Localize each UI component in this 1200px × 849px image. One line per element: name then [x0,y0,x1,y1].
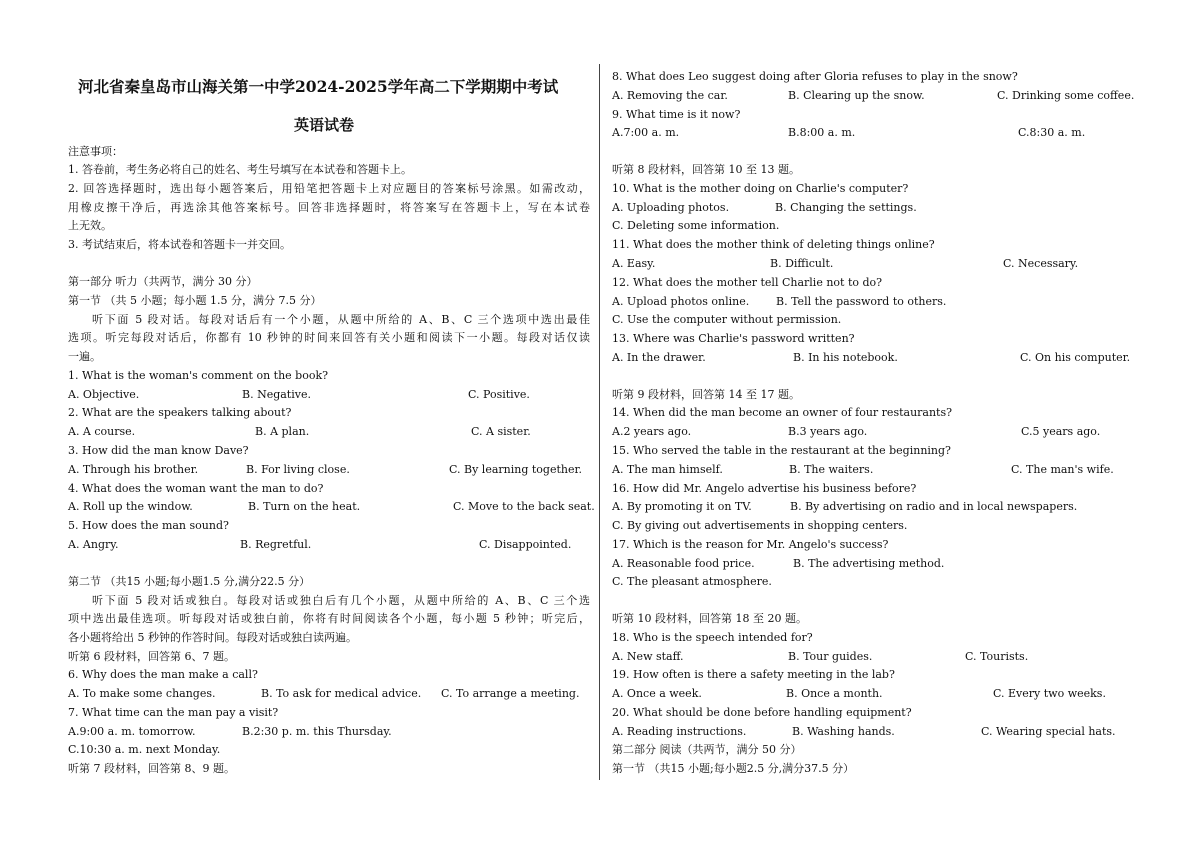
option: C. A sister. [471,425,531,438]
question-3: 3. How did the man know Dave? [68,444,249,457]
notice-heading: 注意事项： [68,145,123,158]
section2-instructions: 项中选出最佳选项。听每段对话或独白前，你将有时间阅读各个小题，每小题 5 秒钟；听完后， [68,612,590,625]
option: A. By promoting it on TV. [612,500,752,513]
option: A. Reading instructions. [612,725,747,738]
material-heading: 听第 7 段材料，回答第 8、9 题。 [68,762,235,775]
option: A. A course. [68,425,136,438]
option: C. Deleting some information. [612,219,780,232]
option: A. Angry. [68,538,119,551]
option: C. Wearing special hats. [981,725,1116,738]
section2-instructions: 各小题将给出 5 秒钟的作答时间。每段对话或独白读两遍。 [68,631,357,644]
option: C. Positive. [468,388,530,401]
option: C. To arrange a meeting. [441,687,580,700]
section2-instructions: 听下面 5 段对话或独白。每段对话或独白后有几个小题，从题中所给的 A、B、C 三个选 [92,594,590,607]
notice-line: 上无效。 [68,219,112,232]
question-17: 17. Which is the reason for Mr. Angelo's success? [612,538,889,551]
question-4: 4. What does the woman want the man to do? [68,482,324,495]
option: C. Move to the back seat. [453,500,595,513]
material-heading: 听第 6 段材料，回答第 6、7 题。 [68,650,235,663]
question-20: 20. What should be done before handling equipment? [612,706,912,719]
option: C. The pleasant atmosphere. [612,575,772,588]
option: C.5 years ago. [1021,425,1101,438]
notice-line: 2. 回答选择题时，选出每小题答案后，用铅笔把答题卡上对应题目的答案标号涂黑。如需改动， [68,182,590,195]
question-6: 6. Why does the man make a call? [68,668,258,681]
option: A. Objective. [68,388,140,401]
question-2: 2. What are the speakers talking about? [68,406,292,419]
option: B. Difficult. [770,257,834,270]
option: B. A plan. [255,425,310,438]
question-19: 19. How often is there a safety meeting in the lab? [612,668,895,681]
question-15: 15. Who served the table in the restaurant at the beginning? [612,444,951,457]
option: C. Disappointed. [479,538,572,551]
section1-instructions: 听下面 5 段对话。每段对话后有一个小题，从题中所给的 A、B、C 三个选项中选出最佳 [92,313,590,326]
option: A. The man himself. [612,463,723,476]
option: A.9:00 a. m. tomorrow. [68,725,196,738]
option: B. Tour guides. [788,650,873,663]
option: A. New staff. [612,650,684,663]
notice-line: 3. 考试结束后，将本试卷和答题卡一并交回。 [68,238,291,251]
question-16: 16. How did Mr. Angelo advertise his business before? [612,482,917,495]
option: B. Turn on the heat. [248,500,361,513]
option: A. To make some changes. [68,687,216,700]
option: B.2:30 p. m. this Thursday. [242,725,392,738]
option: A.7:00 a. m. [612,126,680,139]
option: A. Through his brother. [68,463,199,476]
option: A. In the drawer. [612,351,706,364]
notice-line: 1. 答卷前，考生务必将自己的姓名、考生号填写在本试卷和答题卡上。 [68,163,412,176]
option: B. Regretful. [240,538,312,551]
material-heading: 听第 10 段材料，回答第 18 至 20 题。 [612,612,807,625]
question-18: 18. Who is the speech intended for? [612,631,813,644]
option: C. Necessary. [1003,257,1079,270]
option: A. Upload photos online. [612,295,750,308]
section2-heading: 第二节 （共15 小题;每小题1.5 分,满分22.5 分） [68,575,311,588]
question-8: 8. What does Leo suggest doing after Gloria refuses to play in the snow? [612,70,1018,83]
question-10: 10. What is the mother doing on Charlie's computer? [612,182,909,195]
option: B. Once a month. [786,687,883,700]
option: C. By giving out advertisements in shopping centers. [612,519,908,532]
option: C. Drinking some coffee. [997,89,1135,102]
section1-instructions: 一遍。 [68,350,101,363]
option: A. Roll up the window. [68,500,193,513]
material-heading: 听第 8 段材料，回答第 10 至 13 题。 [612,163,800,176]
option: C.8:30 a. m. [1018,126,1086,139]
option: B. By advertising on radio and in local newspapers. [790,500,1078,513]
option: A. Uploading photos. [612,201,730,214]
option: A. Once a week. [612,687,702,700]
option: A.2 years ago. [612,425,692,438]
question-1: 1. What is the woman's comment on the book? [68,369,329,382]
section1-heading: 第一节 （共 5 小题；每小题 1.5 分，满分 7.5 分） [68,294,322,307]
question-9: 9. What time is it now? [612,108,741,121]
option: B. Clearing up the snow. [788,89,925,102]
notice-line: 用橡皮擦干净后，再选涂其他答案标号。回答非选择题时，将答案写在答题卡上，写在本试卷 [68,201,590,214]
part1-heading: 第一部分 听力（共两节，满分 30 分） [68,275,258,288]
part2-section1-heading: 第一节 （共15 小题;每小题2.5 分,满分37.5 分） [612,762,855,775]
option: C. The man's wife. [1011,463,1114,476]
question-12: 12. What does the mother tell Charlie not to do? [612,276,883,289]
option: B.8:00 a. m. [788,126,856,139]
question-14: 14. When did the man become an owner of four restaurants? [612,406,953,419]
page-subtitle: 英语试卷 [294,116,355,134]
section1-instructions: 选项。听完每段对话后，你都有 10 秒钟的时间来回答有关小题和阅读下一小题。每段对话仅读 [68,331,590,344]
option: C. By learning together. [449,463,583,476]
option: C.10:30 a. m. next Monday. [68,743,221,756]
option: B. Negative. [242,388,311,401]
question-5: 5. How does the man sound? [68,519,229,532]
option: C. Tourists. [965,650,1029,663]
option: B. In his notebook. [793,351,898,364]
option: B. The waiters. [789,463,874,476]
material-heading: 听第 9 段材料，回答第 14 至 17 题。 [612,388,800,401]
option: A. Reasonable food price. [612,557,755,570]
option: A. Removing the car. [612,89,728,102]
option: C. Use the computer without permission. [612,313,842,326]
column-divider [599,64,600,780]
option: B. For living close. [246,463,350,476]
option: B. To ask for medical advice. [261,687,422,700]
question-11: 11. What does the mother think of deleting things online? [612,238,935,251]
option: B. The advertising method. [793,557,945,570]
option: B. Washing hands. [792,725,895,738]
option: B. Changing the settings. [775,201,917,214]
page-title: 河北省秦皇岛市山海关第一中学2024-2025学年高二下学期期中考试 [78,77,559,96]
part2-heading: 第二部分 阅读（共两节，满分 50 分） [612,743,802,756]
option: A. Easy. [612,257,656,270]
option: C. Every two weeks. [993,687,1106,700]
option: C. On his computer. [1020,351,1131,364]
option: B.3 years ago. [788,425,868,438]
option: B. Tell the password to others. [776,295,947,308]
question-7: 7. What time can the man pay a visit? [68,706,279,719]
question-13: 13. Where was Charlie's password written? [612,332,855,345]
